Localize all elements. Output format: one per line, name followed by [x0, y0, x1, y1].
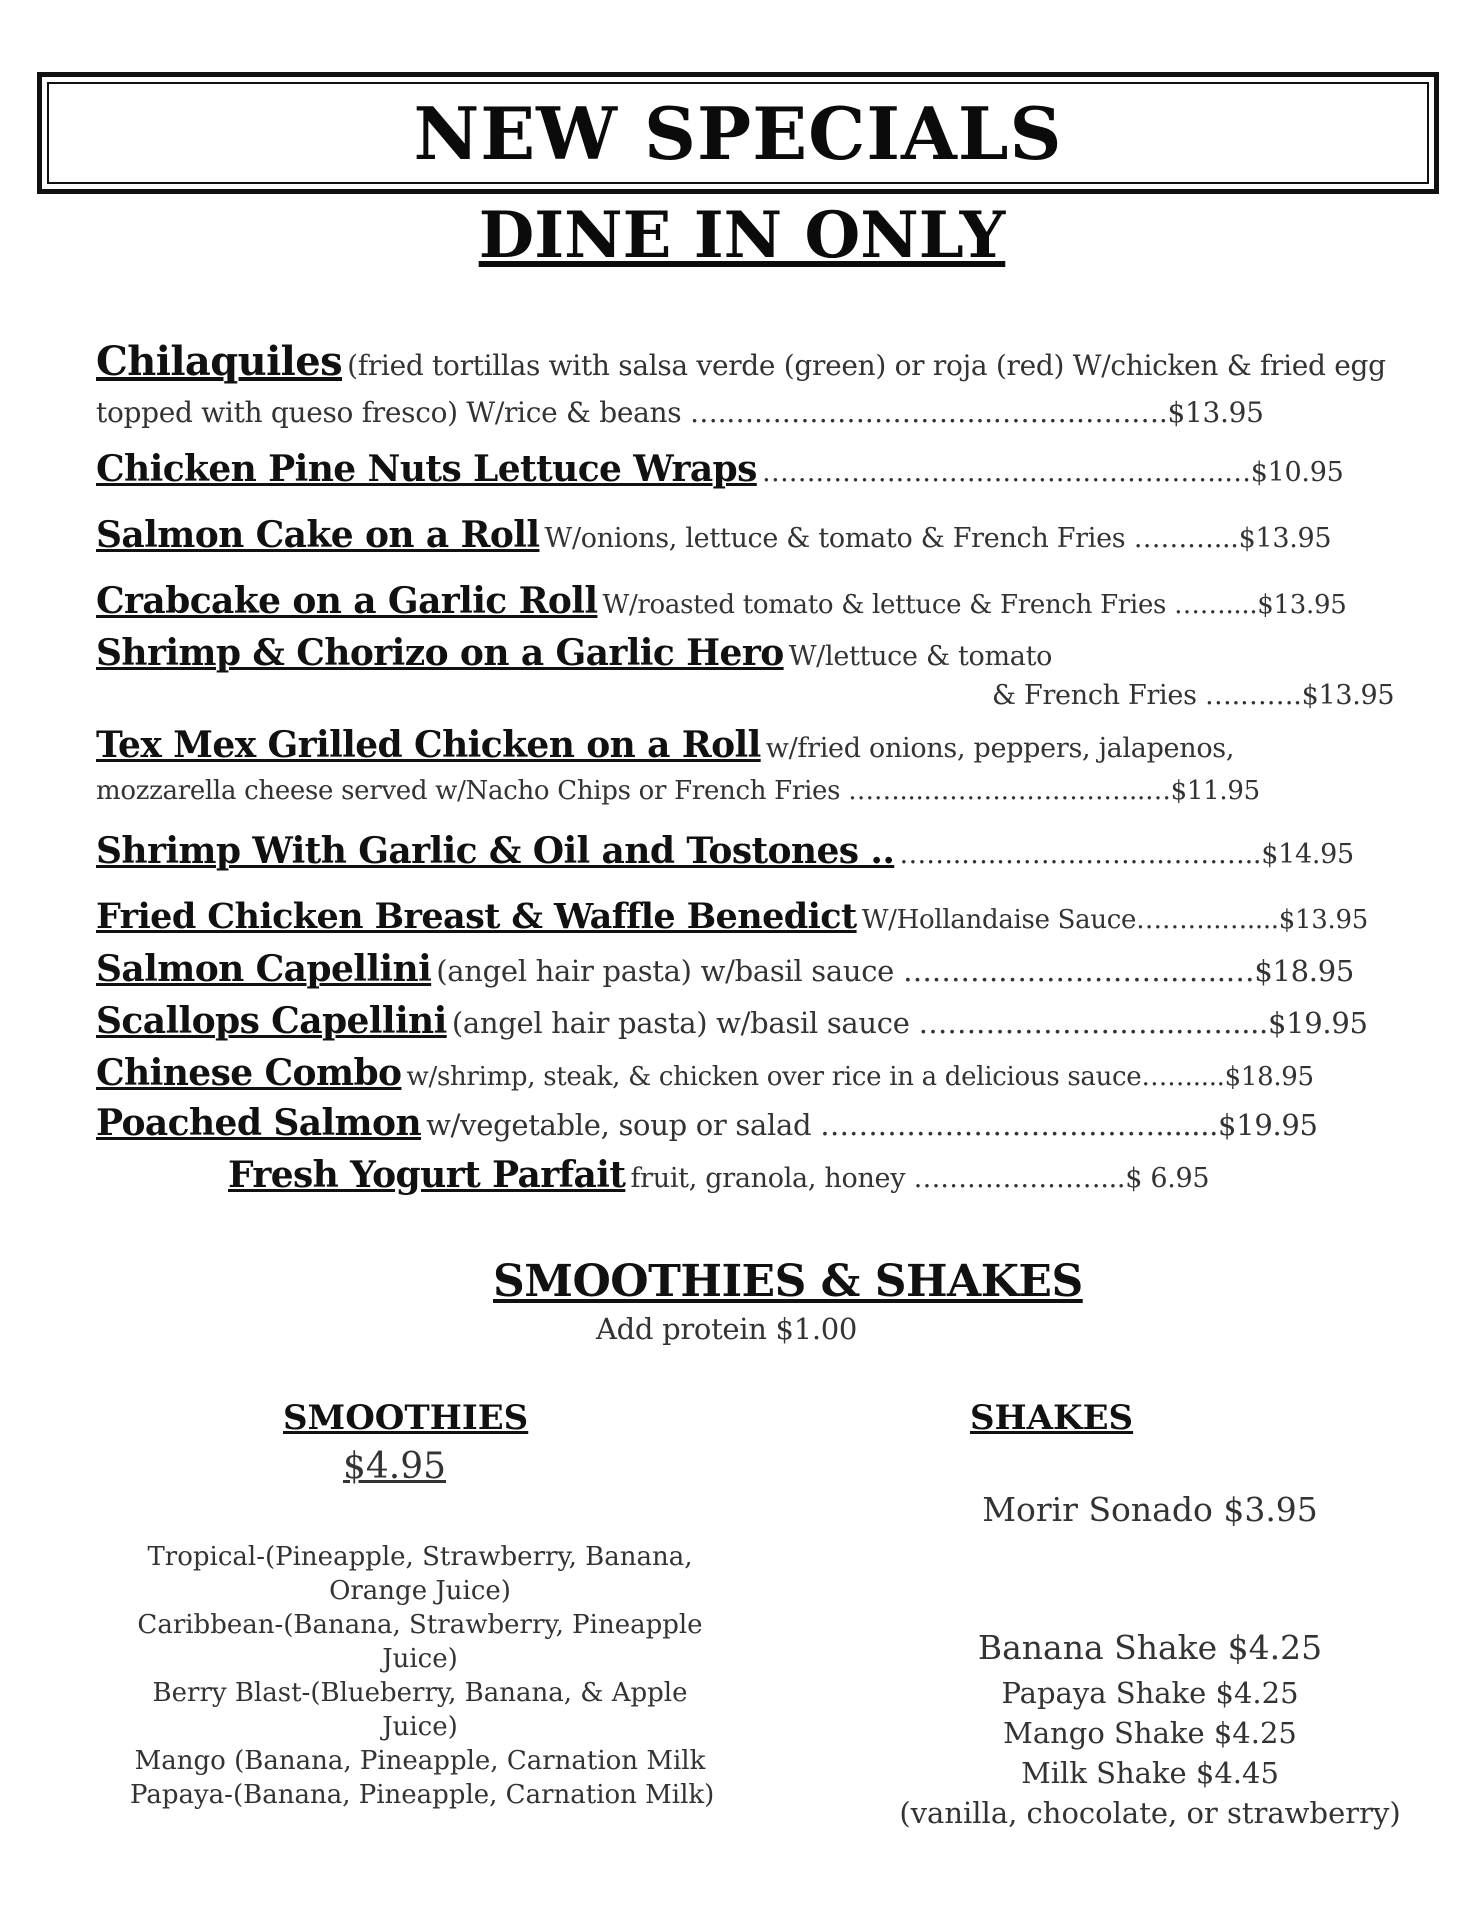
- shakes-title: SHAKES: [970, 1398, 1134, 1438]
- item-price-leader: …………………………………………….…$10.95: [761, 457, 1344, 488]
- menu-item-scallops-capellini: [96, 1000, 1368, 1042]
- protein-note: Add protein $1.00: [596, 1312, 858, 1346]
- menu-item-crabcake: [96, 580, 1346, 622]
- item-description-continued: mozzarella cheese served w/Nacho Chips or French Fries ……...……………………..…$11.95: [96, 776, 1260, 806]
- shake-morir-sonado: Morir Sonado $3.95: [982, 1490, 1318, 1529]
- item-description: fruit, granola, honey …………………...$ 6.95: [630, 1163, 1210, 1194]
- shake-papaya: Papaya Shake $4.25: [1001, 1676, 1299, 1710]
- item-description: w/shrimp, steak, & chicken over rice in a delicious sauce……....$18.95: [406, 1062, 1314, 1092]
- item-name: Fried Chicken Breast & Waffle Benedict: [96, 896, 857, 937]
- page-title: NEW SPECIALS: [413, 90, 1063, 176]
- smoothies-title: SMOOTHIES: [283, 1398, 529, 1438]
- menu-item-yogurt-parfait: [228, 1154, 1209, 1196]
- smoothie-line: Juice): [382, 1644, 458, 1674]
- item-description: (fried tortillas with salsa verde (green) or roja (red) W/chicken & fried egg: [347, 349, 1386, 382]
- smoothie-line: Berry Blast-(Blueberry, Banana, & Apple: [152, 1678, 688, 1708]
- menu-item-fried-chicken: [96, 896, 1368, 937]
- item-name: Chinese Combo: [96, 1052, 402, 1094]
- title-banner: [37, 72, 1439, 194]
- item-name: Fresh Yogurt Parfait: [228, 1154, 626, 1196]
- shake-mango: Mango Shake $4.25: [1003, 1716, 1297, 1750]
- smoothie-line: Mango (Banana, Pineapple, Carnation Milk: [134, 1746, 706, 1776]
- item-description: W/Hollandaise Sauce……….…....$13.95: [861, 905, 1368, 935]
- menu-item-chinese-combo: [96, 1052, 1314, 1094]
- smoothie-line: Tropical-(Pineapple, Strawberry, Banana,: [147, 1542, 693, 1572]
- item-name: Crabcake on a Garlic Roll: [96, 580, 598, 622]
- item-name: Chicken Pine Nuts Lettuce Wraps: [96, 448, 757, 490]
- item-name: Salmon Cake on a Roll: [96, 514, 540, 556]
- item-name: Tex Mex Grilled Chicken on a Roll: [96, 724, 761, 766]
- menu-item-chilaquiles: [96, 338, 1386, 385]
- item-name: Shrimp & Chorizo on a Garlic Hero: [96, 632, 784, 674]
- shake-banana: Banana Shake $4.25: [977, 1628, 1323, 1667]
- item-description: w/vegetable, soup or salad ………………………………......$19.95: [426, 1108, 1318, 1142]
- item-name: Shrimp With Garlic & Oil and Tostones ..: [96, 830, 895, 872]
- shake-milk: Milk Shake $4.45: [1021, 1756, 1279, 1790]
- shake-milk-flavors: (vanilla, chocolate, or strawberry): [899, 1796, 1401, 1830]
- item-description-continued: topped with queso fresco) W/rice & beans ….………………………..……………….$13.95: [96, 396, 1264, 429]
- smoothie-line: Juice): [382, 1712, 458, 1742]
- smoothies-price: $4.95: [343, 1446, 447, 1487]
- smoothie-line: Caribbean-(Banana, Strawberry, Pineapple: [137, 1610, 703, 1640]
- menu-item-shrimp-garlic: [96, 830, 1354, 872]
- menu-item-salmon-cake: [96, 514, 1331, 556]
- menu-item-shrimp-chorizo: [96, 632, 1052, 674]
- section-title-smoothies-shakes: SMOOTHIES & SHAKES: [493, 1256, 1083, 1307]
- item-description: w/fried onions, peppers, jalapenos,: [765, 733, 1235, 764]
- menu-item-salmon-capellini: [96, 948, 1354, 990]
- item-description-continued: & French Fries ….…….$13.95: [992, 680, 1395, 711]
- item-price-leader: …….….……………….………..$14.95: [899, 839, 1354, 870]
- item-description: (angel hair pasta) w/basil sauce ………………….…..……....$19.95: [451, 1006, 1368, 1040]
- title-banner-inner: [47, 82, 1429, 184]
- item-name: Salmon Capellini: [96, 948, 432, 990]
- item-name: Scallops Capellini: [96, 1000, 447, 1042]
- smoothie-line: Papaya-(Banana, Pineapple, Carnation Milk): [130, 1780, 715, 1810]
- item-description: (angel hair pasta) w/basil sauce ……….……………….…..…$18.95: [436, 954, 1354, 988]
- smoothie-line: Orange Juice): [329, 1576, 511, 1606]
- page-subtitle: DINE IN ONLY: [478, 198, 1006, 273]
- menu-item-lettuce-wraps: [96, 448, 1343, 490]
- item-name: Poached Salmon: [96, 1102, 422, 1144]
- item-description: W/roasted tomato & lettuce & French Fries ……....$13.95: [602, 590, 1347, 620]
- item-description: W/lettuce & tomato: [788, 641, 1053, 672]
- smoothies-list: [130, 1540, 715, 1812]
- item-description: W/onions, lettuce & tomato & French Fries ………...$13.95: [544, 523, 1332, 554]
- menu-item-poached-salmon: [96, 1102, 1318, 1144]
- item-name: Chilaquiles: [96, 338, 343, 385]
- menu-item-tex-mex: [96, 724, 1234, 766]
